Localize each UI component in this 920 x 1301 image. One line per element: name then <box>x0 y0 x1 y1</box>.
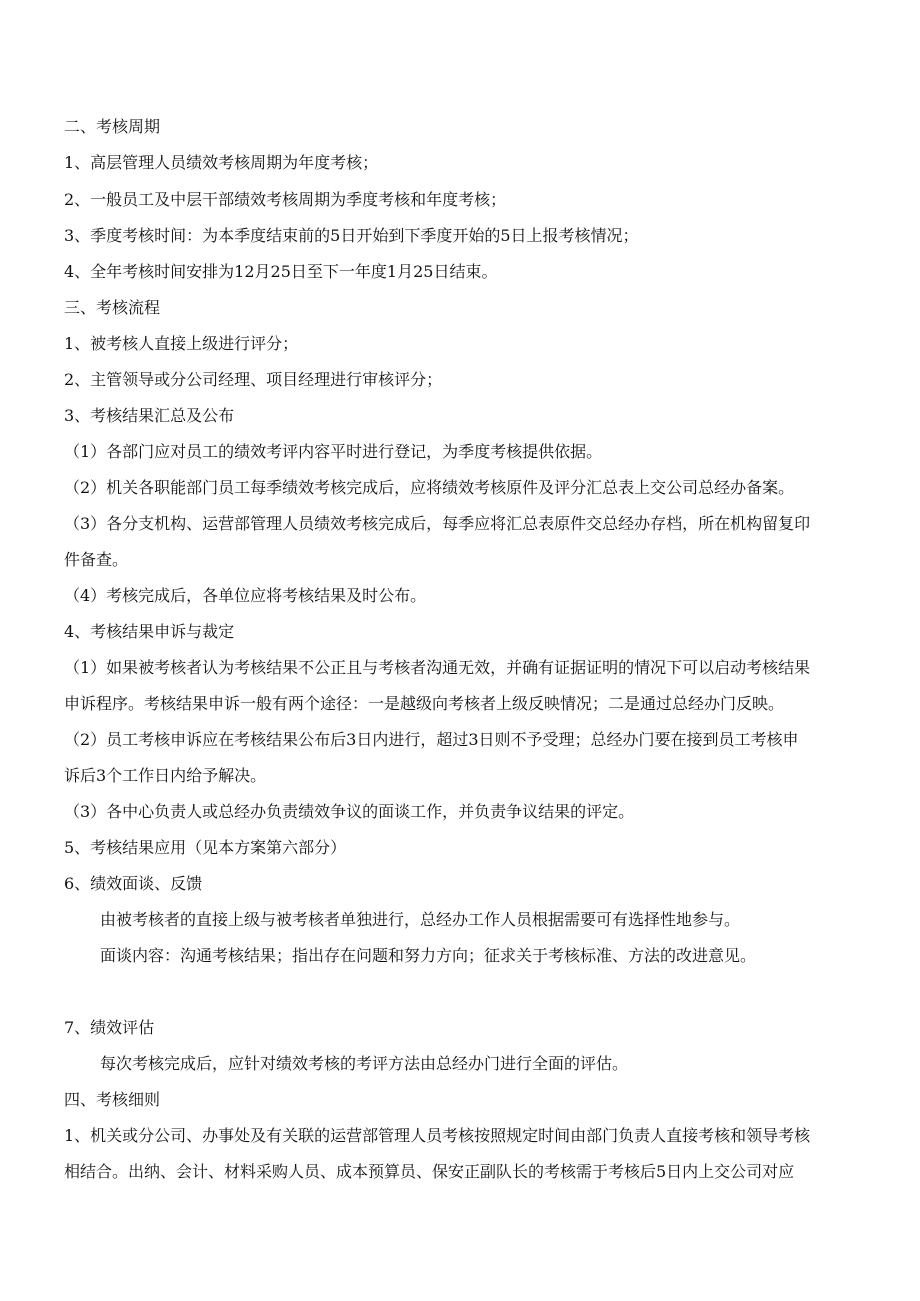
section-heading-assessment-rules: 四、考核细则 <box>64 1090 161 1109</box>
paragraph-line: （3）各中心负责人或总经办负责绩效争议的面谈工作，并负责争议结果的评定。 <box>64 802 635 821</box>
paragraph-line: 2、一般员工及中层干部绩效考核周期为季度考核和年度考核； <box>64 190 507 209</box>
paragraph-line: （4）考核完成后，各单位应将考核结果及时公布。 <box>64 586 427 605</box>
paragraph-line: （1）各部门应对员工的绩效考评内容平时进行登记，为季度考核提供依据。 <box>64 442 603 461</box>
subheading-line: 7、绩效评估 <box>64 1018 155 1037</box>
paragraph-line: 相结合。出纳、会计、材料采购人员、成本预算员、保安正副队长的考核需于考核后5日内上交公司对应 <box>64 1162 795 1181</box>
paragraph-line: （3）各分支机构、运营部管理人员绩效考核完成后，每季应将汇总表原件交总经办存档，所在机构留复印 <box>64 514 811 533</box>
subheading-line: 3、考核结果汇总及公布 <box>64 406 235 425</box>
paragraph-line: 由被考核者的直接上级与被考核者单独进行，总经办工作人员根据需要可有选择性地参与。 <box>100 910 741 929</box>
paragraph-line: 件备查。 <box>64 550 129 569</box>
paragraph-line: 5、考核结果应用（见本方案第六部分） <box>64 838 347 857</box>
paragraph-line: 3、季度考核时间：为本季度结束前的5日开始到下季度开始的5日上报考核情况； <box>64 226 639 245</box>
section-heading-assessment-process: 三、考核流程 <box>64 298 161 317</box>
paragraph-line: （1）如果被考核者认为考核结果不公正且与考核者沟通无效，并确有证据证明的情况下可以启动考核结果 <box>64 658 811 677</box>
paragraph-line: 面谈内容：沟通考核结果；指出存在问题和努力方向；征求关于考核标准、方法的改进意见。 <box>100 946 757 965</box>
paragraph-line: （2）机关各职能部门员工每季绩效考核完成后，应将绩效考核原件及评分汇总表上交公司总经办备案。 <box>64 478 795 497</box>
paragraph-line: 4、全年考核时间安排为12月25日至下一年度1月25日结束。 <box>64 262 498 281</box>
paragraph-line: 申诉程序。考核结果申诉一般有两个途径：一是越级向考核者上级反映情况；二是通过总经办门反映。 <box>64 694 785 713</box>
paragraph-line: 1、被考核人直接上级进行评分； <box>64 334 299 353</box>
paragraph-line: 每次考核完成后，应针对绩效考核的考评方法由总经办门进行全面的评估。 <box>100 1054 629 1073</box>
paragraph-line: 诉后3个工作日内给予解决。 <box>64 766 267 785</box>
paragraph-line: 2、主管领导或分公司经理、项目经理进行审核评分； <box>64 370 443 389</box>
paragraph-line: 1、高层管理人员绩效考核周期为年度考核； <box>64 153 379 172</box>
subheading-line: 6、绩效面谈、反馈 <box>64 874 203 893</box>
paragraph-line: （2）员工考核申诉应在考核结果公布后3日内进行，超过3日则不予受理；总经办门要在接到员工考核申 <box>64 730 799 749</box>
paragraph-line: 1、机关或分公司、办事处及有关联的运营部管理人员考核按照规定时间由部门负责人直接考核和领导考核 <box>64 1126 811 1145</box>
section-heading-assessment-cycle: 二、考核周期 <box>64 117 161 136</box>
subheading-line: 4、考核结果申诉与裁定 <box>64 622 235 641</box>
